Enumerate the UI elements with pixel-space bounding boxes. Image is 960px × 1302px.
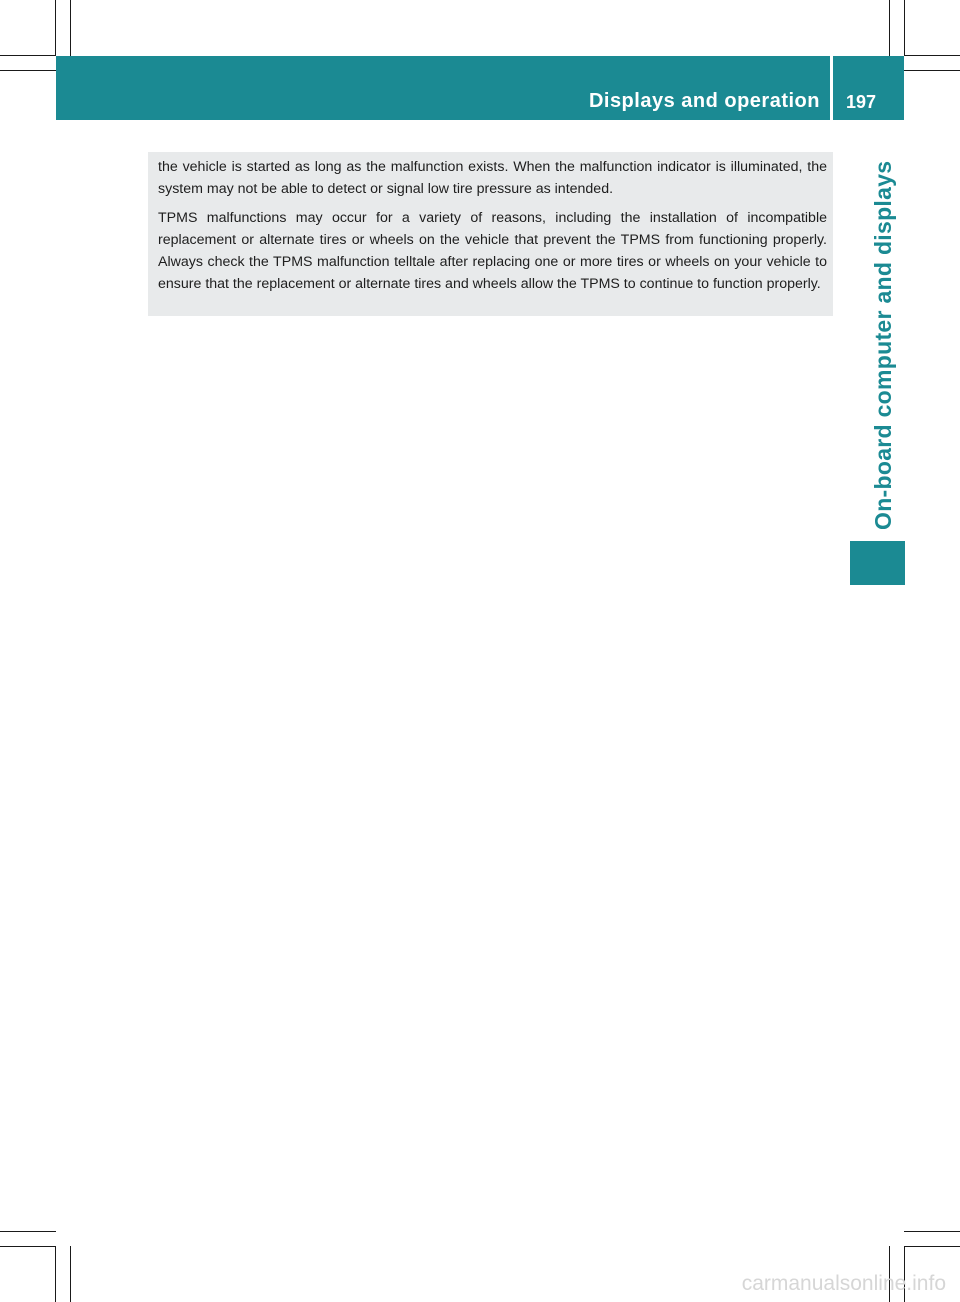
section-title: Displays and operation [588,90,820,112]
crop-mark [889,0,890,56]
header-divider [830,56,833,120]
crop-mark [904,55,960,56]
note-paragraph: TPMS malfunctions may occur for a variety of reasons, including the installation of incompatible replacement or alternate tires or wheels on the vehicle that prevent the TPMS from functioning properly. Always check the TPMS malfunction telltale after replacing one or more tires or wheels on your vehicle to ensure that the replacement or alternate tires and wheels allow the TPMS to continue to function properly. [158,210,827,292]
crop-mark [55,1246,56,1302]
crop-mark [904,70,960,71]
note-paragraph: the vehicle is started as long as the malfunction exists. When the malfunction indicator is illuminated, the system may not be able to detect or signal low tire pressure as intended. [158,159,827,197]
crop-mark [0,1231,56,1232]
chapter-tab-marker [850,541,905,585]
crop-mark [904,0,905,56]
page-number: 197 [846,92,877,112]
chapter-side-tab: On-board computer and displays [870,160,896,530]
warning-note-box [148,152,833,316]
crop-mark [904,1246,960,1247]
footer-watermark: carmanualsonline.info [741,1272,946,1295]
crop-mark [0,55,56,56]
crop-mark [0,1246,56,1247]
crop-mark [904,1231,960,1232]
crop-mark [70,0,71,56]
crop-mark [0,70,56,71]
crop-mark [70,1246,71,1302]
crop-mark [55,0,56,56]
